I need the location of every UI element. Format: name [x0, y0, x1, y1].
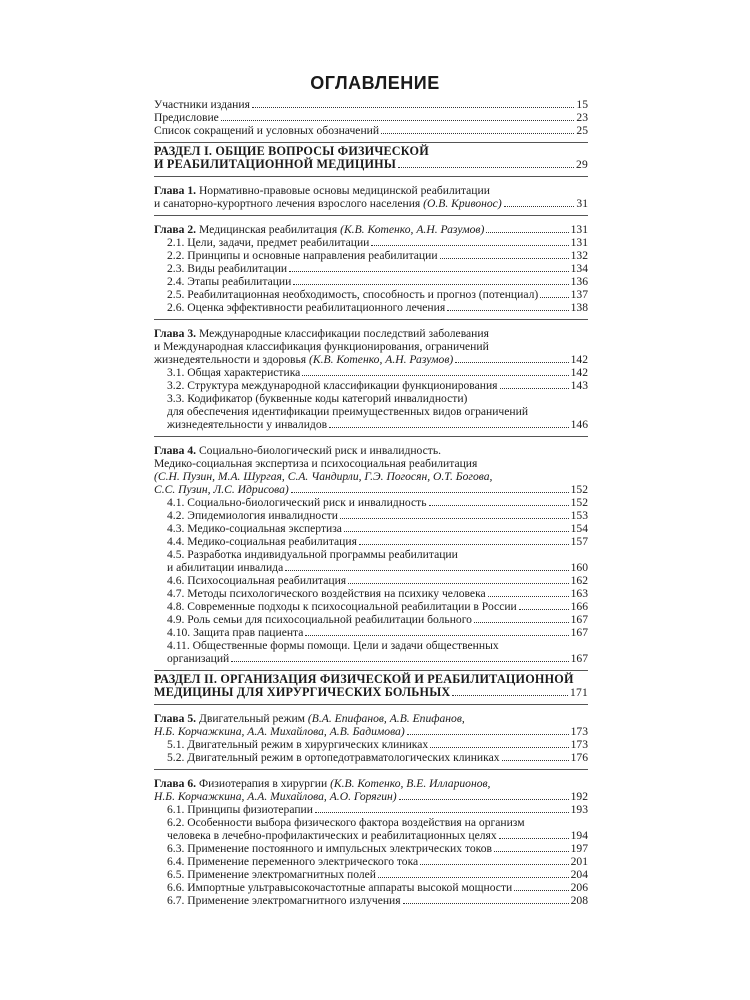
toc-subentry[interactable]: [154, 249, 588, 262]
entry-title: 2.1. Цели, задачи, предмет реабилитации: [167, 236, 370, 249]
leader-dots: [344, 531, 569, 532]
leader-dots: [452, 695, 568, 696]
leader-dots: [429, 505, 569, 506]
page-title: ОГЛАВЛЕНИЕ: [310, 73, 440, 93]
entry-title: 2.6. Оценка эффективности реабилитационного лечения: [167, 301, 446, 314]
chapter-authors: (К.В. Котенко, А.Н. Разумов): [309, 353, 454, 366]
entry-title: 2.5. Реабилитационная необходимость, способность и прогноз (потенциал): [167, 288, 539, 301]
leader-dots: [514, 890, 568, 891]
chapter-title: Международные классификации последствий заболевания: [198, 327, 489, 340]
leader-dots: [430, 747, 568, 748]
toc-subentry[interactable]: [154, 366, 588, 379]
page-number: 167: [570, 613, 588, 626]
toc-subentry[interactable]: [154, 301, 588, 314]
entry-title: 6.4. Применение переменного электрического тока: [167, 855, 419, 868]
page-number: 173: [570, 725, 588, 738]
leader-dots: [420, 864, 568, 865]
toc-section-1[interactable]: [154, 145, 588, 171]
toc-subentry[interactable]: [154, 587, 588, 600]
entry-title: 4.11. Общественные формы помощи. Цели и задачи общественных: [167, 639, 499, 652]
entry-title: 3.2. Структура международной классификации функционирования: [167, 379, 498, 392]
page-number: 134: [570, 262, 588, 275]
entry-title: 4.3. Медико-социальная экспертиза: [167, 522, 342, 535]
toc-subentry[interactable]: [154, 275, 588, 288]
toc-chapter-6[interactable]: [154, 777, 588, 803]
page-number: 194: [570, 829, 588, 842]
entry-title: человека в лечебно-профилактических и реабилитационных целях: [167, 829, 497, 842]
chapter-title: Физиотерапия в хирургии: [198, 777, 328, 790]
toc-subentry[interactable]: [154, 509, 588, 522]
entry-title: 4.4. Медико-социальная реабилитация: [167, 535, 357, 548]
page-number: 146: [570, 418, 588, 431]
leader-dots: [302, 375, 568, 376]
section-title-line: МЕДИЦИНЫ ДЛЯ ХИРУРГИЧЕСКИХ БОЛЬНЫХ: [154, 685, 451, 699]
toc-subentry[interactable]: [154, 262, 588, 275]
toc-subentry[interactable]: [154, 626, 588, 639]
entry-title: 6.3. Применение постоянного и импульсных электрических токов: [167, 842, 492, 855]
leader-dots: [502, 760, 569, 761]
chapter-label: Глава 4.: [154, 444, 197, 457]
toc-chapter-4[interactable]: [154, 444, 588, 496]
entry-title: 4.8. Современные подходы к психосоциальной реабилитации в России: [167, 600, 517, 613]
entry-title: 4.2. Эпидемиология инвалидности: [167, 509, 338, 522]
chapter-label: Глава 1.: [154, 184, 197, 197]
leader-dots: [305, 635, 568, 636]
leader-dots: [499, 838, 569, 839]
toc-subentry[interactable]: [154, 548, 588, 574]
chapter-authors: Н.Б. Корчажкина, А.А. Михайлова, А.В. Бадимова): [154, 725, 405, 738]
page-number: 136: [570, 275, 588, 288]
page-number: 29: [576, 158, 588, 171]
page-number: 208: [570, 894, 588, 907]
chapter-title: жизнедеятельности и здоровья: [154, 353, 307, 366]
leader-dots: [447, 310, 568, 311]
leader-dots: [407, 734, 569, 735]
page-number: 201: [570, 855, 588, 868]
page-number: 163: [570, 587, 588, 600]
page-number: 23: [576, 111, 588, 124]
toc-subentry[interactable]: [154, 600, 588, 613]
toc-chapter-1[interactable]: [154, 184, 588, 210]
entry-title: организаций: [167, 652, 230, 665]
entry-title: 4.6. Психосоциальная реабилитация: [167, 574, 347, 587]
chapter-title: Медико-социальная экспертиза и психосоциальная реабилитация: [154, 457, 478, 470]
chapter-authors: (О.В. Кривонос): [423, 197, 502, 210]
entry-title: 6.2. Особенности выбора физического фактора воздействия на организм: [167, 816, 525, 829]
entry-title: жизнедеятельности у инвалидов: [167, 418, 328, 431]
entry-title: 4.10. Защита прав пациента: [167, 626, 304, 639]
divider: [154, 704, 588, 705]
page-number: 138: [570, 301, 588, 314]
chapter-authors: (В.А. Епифанов, А.В. Епифанов,: [307, 712, 465, 725]
chapter-title: Нормативно-правовые основы медицинской реабилитации: [198, 184, 490, 197]
page-number: 206: [570, 881, 588, 894]
chapter-authors: С.С. Пузин, Л.С. Идрисова): [154, 483, 289, 496]
chapter-authors: (С.Н. Пузин, М.А. Шургая, С.А. Чандирли, Г.Э. Погосян, О.Т. Богова,: [154, 470, 493, 483]
page-number: 193: [570, 803, 588, 816]
entry-title: 4.1. Социально-биологический риск и инвалидность: [167, 496, 427, 509]
entry-title: 6.6. Импортные ультравысокочастотные аппараты высокой мощности: [167, 881, 513, 894]
leader-dots: [340, 518, 569, 519]
page-number: 167: [570, 626, 588, 639]
toc-chapter-2[interactable]: [154, 223, 588, 236]
page-number: 153: [570, 509, 588, 522]
leader-dots: [231, 661, 568, 662]
leader-dots: [540, 297, 568, 298]
toc-subentry[interactable]: [154, 379, 588, 392]
chapter-authors: (К.В. Котенко, А.Н. Разумов): [340, 223, 485, 236]
divider: [154, 176, 588, 177]
entry-title: 6.7. Применение электромагнитного излучения: [167, 894, 401, 907]
toc-subentry[interactable]: [154, 639, 588, 665]
chapter-title: Двигательный режим: [198, 712, 306, 725]
chapter-label: Глава 5.: [154, 712, 197, 725]
chapter-title: Медицинская реабилитация: [198, 223, 338, 236]
toc-section-2[interactable]: [154, 673, 588, 699]
page-number: 192: [570, 790, 588, 803]
toc-chapter-5[interactable]: [154, 712, 588, 738]
chapter-title: Социально-биологический риск и инвалидность.: [198, 444, 442, 457]
divider: [154, 215, 588, 216]
leader-dots: [252, 107, 575, 108]
chapter-label: Глава 6.: [154, 777, 197, 790]
page-number: 15: [576, 98, 588, 111]
leader-dots: [371, 245, 568, 246]
leader-dots: [486, 232, 568, 233]
page-number: 162: [570, 574, 588, 587]
leader-dots: [399, 799, 569, 800]
toc-subentry[interactable]: [154, 751, 588, 764]
chapter-label: Глава 2.: [154, 223, 197, 236]
chapter-label: Глава 3.: [154, 327, 197, 340]
page-number: 132: [570, 249, 588, 262]
divider: [154, 319, 588, 320]
leader-dots: [315, 812, 569, 813]
entry-title: 2.4. Этапы реабилитации: [167, 275, 292, 288]
page-number: 154: [570, 522, 588, 535]
leader-dots: [504, 206, 575, 207]
toc-subentry[interactable]: [154, 392, 588, 431]
leader-dots: [398, 167, 574, 168]
toc-subentry[interactable]: [154, 868, 588, 881]
page-number: 131: [570, 236, 588, 249]
page-number: 152: [570, 483, 588, 496]
divider: [154, 670, 588, 671]
toc-subentry[interactable]: [154, 535, 588, 548]
leader-dots: [381, 133, 574, 134]
toc-subentry[interactable]: [154, 738, 588, 751]
toc-entry-preface[interactable]: [154, 111, 588, 124]
section-title-line: И РЕАБИЛИТАЦИОННОЙ МЕДИЦИНЫ: [154, 157, 397, 171]
toc-subentry[interactable]: [154, 894, 588, 907]
leader-dots: [440, 258, 569, 259]
page-number: 160: [570, 561, 588, 574]
divider: [154, 436, 588, 437]
leader-dots: [474, 622, 569, 623]
divider: [154, 769, 588, 770]
section-title-line: РАЗДЕЛ II. ОРГАНИЗАЦИЯ ФИЗИЧЕСКОЙ И РЕАБИЛИТАЦИОННОЙ: [154, 672, 574, 686]
toc-subentry[interactable]: [154, 496, 588, 509]
toc-entry-participants[interactable]: [154, 98, 588, 111]
toc-subentry[interactable]: [154, 522, 588, 535]
toc-subentry[interactable]: [154, 855, 588, 868]
page-number: 173: [570, 738, 588, 751]
page-number: 204: [570, 868, 588, 881]
leader-dots: [285, 570, 568, 571]
entry-title: Предисловие: [154, 111, 219, 124]
chapter-authors: Н.Б. Корчажкина, А.А. Михайлова, А.О. Горягин): [154, 790, 397, 803]
leader-dots: [494, 851, 569, 852]
entry-title: Участники издания: [154, 98, 250, 111]
divider: [154, 142, 588, 143]
page-number: 152: [570, 496, 588, 509]
entry-title: для обеспечения идентификации преимущественных видов ограничений: [167, 405, 529, 418]
leader-dots: [348, 583, 568, 584]
leader-dots: [293, 284, 568, 285]
table-of-contents: [154, 98, 588, 907]
page-number: 166: [570, 600, 588, 613]
page-number: 31: [576, 197, 588, 210]
section-title-line: РАЗДЕЛ I. ОБЩИЕ ВОПРОСЫ ФИЗИЧЕСКОЙ: [154, 144, 429, 158]
page-number: 142: [570, 353, 588, 366]
entry-title: 2.3. Виды реабилитации: [167, 262, 288, 275]
chapter-title: и санаторно-курортного лечения взрослого населения: [154, 197, 421, 210]
page-number: 25: [576, 124, 588, 137]
entry-title: 6.1. Принципы физиотерапии: [167, 803, 313, 816]
leader-dots: [403, 903, 569, 904]
leader-dots: [289, 271, 569, 272]
entry-title: 6.5. Применение электромагнитных полей: [167, 868, 377, 881]
leader-dots: [500, 388, 569, 389]
chapter-authors: (К.В. Котенко, В.Е. Илларионов,: [330, 777, 491, 790]
leader-dots: [455, 362, 568, 363]
page-number: 176: [570, 751, 588, 764]
toc-subentry[interactable]: [154, 574, 588, 587]
page-number: 143: [570, 379, 588, 392]
toc-subentry[interactable]: [154, 842, 588, 855]
toc-chapter-3[interactable]: [154, 327, 588, 366]
entry-title: 5.2. Двигательный режим в ортопедотравматологических клиниках: [167, 751, 500, 764]
toc-subentry[interactable]: [154, 288, 588, 301]
toc-subentry[interactable]: [154, 816, 588, 842]
entry-title: 4.5. Разработка индивидуальной программы реабилитации: [167, 548, 458, 561]
page-number: 142: [570, 366, 588, 379]
toc-entry-abbreviations[interactable]: [154, 124, 588, 137]
toc-subentry[interactable]: [154, 236, 588, 249]
leader-dots: [291, 492, 569, 493]
leader-dots: [221, 120, 575, 121]
entry-title: 4.9. Роль семьи для психосоциальной реабилитации больного: [167, 613, 472, 626]
entry-title: и абилитации инвалида: [167, 561, 284, 574]
entry-title: 4.7. Методы психологического воздействия на психику человека: [167, 587, 486, 600]
page-number: 197: [570, 842, 588, 855]
toc-subentry[interactable]: [154, 881, 588, 894]
entry-title: 3.3. Кодификатор (буквенные коды категорий инвалидности): [167, 392, 468, 405]
toc-subentry[interactable]: [154, 803, 588, 816]
entry-title: Список сокращений и условных обозначений: [154, 124, 380, 137]
leader-dots: [488, 596, 569, 597]
page-number: 137: [570, 288, 588, 301]
leader-dots: [519, 609, 569, 610]
entry-title: 3.1. Общая характеристика: [167, 366, 301, 379]
toc-subentry[interactable]: [154, 613, 588, 626]
entry-title: 5.1. Двигательный режим в хирургических клиниках: [167, 738, 429, 751]
entry-title: 2.2. Принципы и основные направления реабилитации: [167, 249, 438, 262]
leader-dots: [378, 877, 569, 878]
chapter-title: и Международная классификация функционирования, ограничений: [154, 340, 489, 353]
leader-dots: [329, 427, 569, 428]
page-number: 157: [570, 535, 588, 548]
page-number: 167: [570, 652, 588, 665]
leader-dots: [359, 544, 569, 545]
page-number: 171: [570, 686, 588, 699]
page-number: 131: [570, 223, 588, 236]
